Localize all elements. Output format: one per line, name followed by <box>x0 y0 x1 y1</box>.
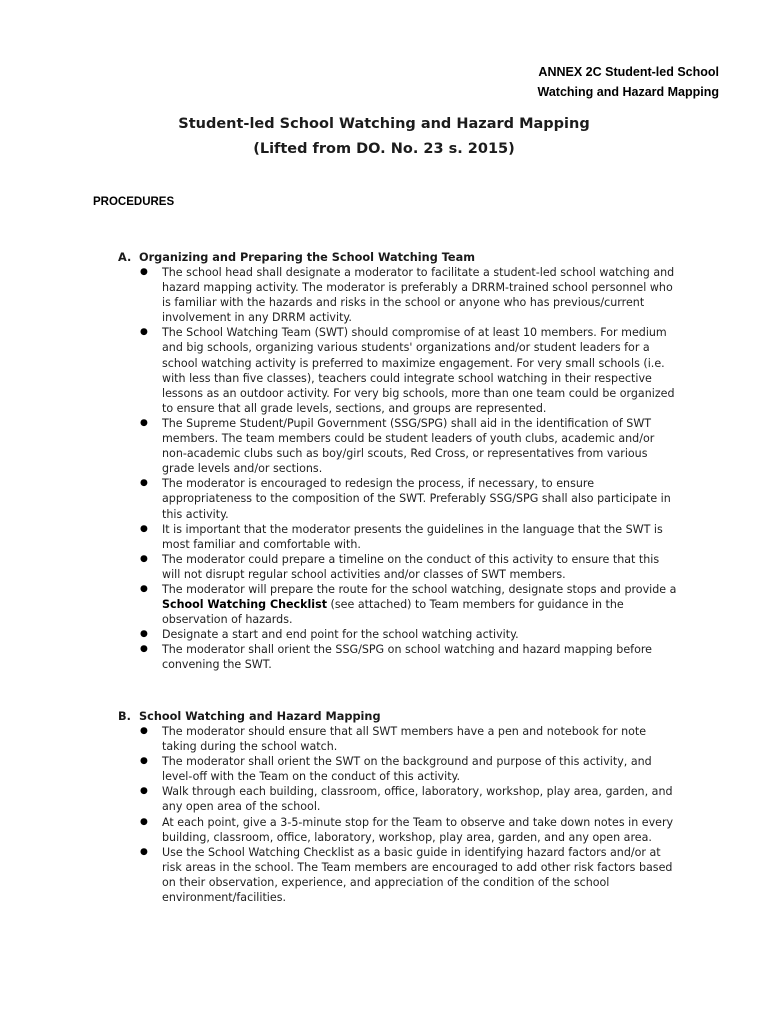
list-item <box>118 552 678 582</box>
section-letter: B. <box>118 710 131 723</box>
list-item <box>118 582 678 627</box>
list-item-text: The Supreme Student/Pupil Government (SSG/SPG) shall aid in the identification of SWT members. The team members could be student leaders of youth clubs, academic and/or non-academic clubs such as boy/girl scouts, Red Cross, or representatives from various grade levels and/or sections. <box>162 416 655 476</box>
annex-label <box>538 62 719 102</box>
bullet-icon: ● <box>140 478 148 489</box>
list-item-text: The moderator is encouraged to redesign the process, if necessary, to ensure appropriateness to the composition of the SWT. Preferably SSG/SPG shall also participate in this activity. <box>162 477 671 521</box>
section-b <box>118 709 678 905</box>
bullet-icon: ● <box>140 583 148 594</box>
text-after: (see attached) to Team members for guidance in the observation of hazards. <box>162 598 624 627</box>
list-item <box>118 627 678 642</box>
section-a <box>118 250 678 673</box>
bullet-icon: ● <box>140 417 148 428</box>
list-item <box>118 476 678 521</box>
list-item <box>118 815 678 845</box>
annex-line-2: Watching and Hazard Mapping <box>537 85 719 99</box>
list-item-text: It is important that the moderator presents the guidelines in the language that the SWT is most familiar and comfortable with. <box>162 522 663 551</box>
bullet-list <box>118 265 678 673</box>
text-before: The moderator will prepare the route for the school watching, designate stops and provide a <box>162 582 677 596</box>
list-item <box>118 845 678 905</box>
document-subtitle: (Lifted from DO. No. 23 s. 2015) <box>253 141 515 157</box>
bullet-icon: ● <box>140 786 148 797</box>
list-item <box>118 416 678 476</box>
bullet-icon: ● <box>140 816 148 827</box>
list-item-text: The moderator should ensure that all SWT members have a pen and notebook for note taking during the school watch. <box>162 725 647 754</box>
list-item-text: Walk through each building, classroom, office, laboratory, workshop, play area, garden, and any open area of the school. <box>162 785 673 814</box>
list-item <box>118 784 678 814</box>
list-item-text: The moderator could prepare a timeline on the conduct of this activity to ensure that this will not disrupt regular school activities and/or classes of SWT members. <box>162 552 660 581</box>
bullet-icon: ● <box>140 726 148 736</box>
list-item <box>118 754 678 784</box>
bullet-icon: ● <box>140 267 148 277</box>
section-heading <box>118 709 678 724</box>
bullet-icon: ● <box>140 846 148 857</box>
list-item <box>118 325 678 416</box>
checklist-emphasis: School Watching Checklist <box>162 598 328 612</box>
list-item-text <box>162 583 676 626</box>
section-title: Organizing and Preparing the School Watching Team <box>139 251 475 264</box>
list-item-text: The School Watching Team (SWT) should compromise of at least 10 members. For medium and big schools, organizing various students' organizations and/or student leaders for a school watching activity is preferred to maximize engagement. For very small schools (i.e. with less than five classes), teachers could integrate school watching in their respective lessons as an outdoor activity. For very big schools, more than one team could be organized to ensure that all grade levels, sections, and groups are represented. <box>162 326 675 415</box>
list-item-text: The school head shall designate a moderator to facilitate a student-led school watching and hazard mapping activity. The moderator is preferably a DRRM-trained school personnel who is familiar with the hazards and risks in the school or anyone who has previous/current involvement in any DRRM activity. <box>162 266 675 325</box>
list-item <box>118 724 678 754</box>
procedures-heading: PROCEDURES <box>93 196 175 208</box>
list-item <box>118 642 678 672</box>
bullet-icon: ● <box>140 644 148 655</box>
annex-line-1: ANNEX 2C Student-led School <box>538 65 719 79</box>
list-item-text: Use the School Watching Checklist as a basic guide in identifying hazard factors and/or at risk areas in the school. The Team members are encouraged to add other risk factors based on their observation, experience, and appreciation of the condition of the school environment/facilities. <box>162 845 673 905</box>
bullet-icon: ● <box>140 327 148 338</box>
section-letter: A. <box>118 251 132 264</box>
list-item-text: Designate a start and end point for the school watching activity. <box>162 628 519 642</box>
list-item-text: The moderator shall orient the SSG/SPG on school watching and hazard mapping before convening the SWT. <box>162 643 652 672</box>
document-title: Student-led School Watching and Hazard Mapping <box>178 116 590 132</box>
bullet-icon: ● <box>140 629 148 640</box>
list-item <box>118 265 678 325</box>
list-item-text: The moderator shall orient the SWT on the background and purpose of this activity, and level-off with the Team on the conduct of this activity. <box>162 755 652 784</box>
list-item-text: At each point, give a 3-5-minute stop for the Team to observe and take down notes in every building, classroom, office, laboratory, workshop, play area, garden, and any open area. <box>162 815 674 844</box>
bullet-list <box>118 724 678 905</box>
section-title: School Watching and Hazard Mapping <box>139 710 381 723</box>
bullet-icon: ● <box>140 523 148 534</box>
list-item <box>118 522 678 552</box>
section-heading <box>118 250 678 265</box>
bullet-icon: ● <box>140 553 148 564</box>
bullet-icon: ● <box>140 756 148 767</box>
